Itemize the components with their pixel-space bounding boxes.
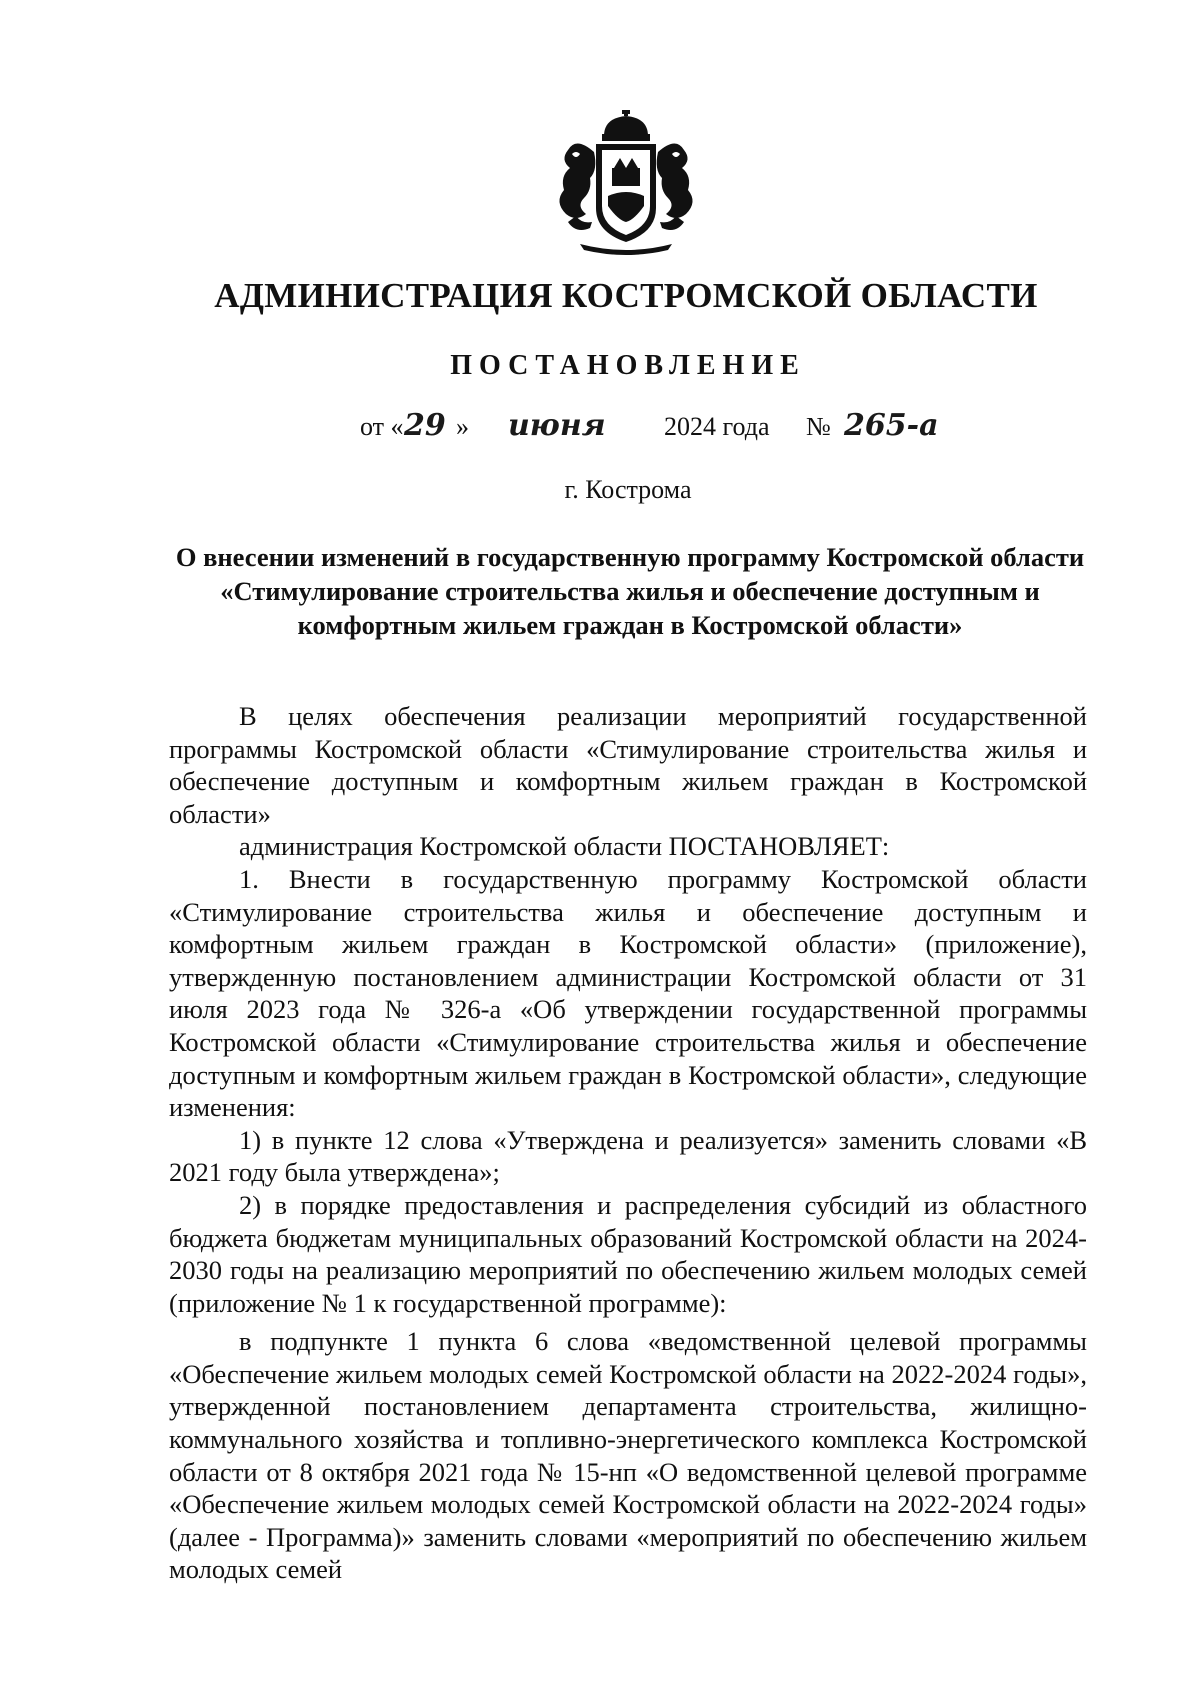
date-prefix: от « (360, 412, 404, 441)
number-sign: № (806, 412, 831, 441)
city: г. Кострома (564, 475, 692, 504)
organization-title: АДМИНИСТРАЦИЯ КОСТРОМСКОЙ ОБЛАСТИ (214, 276, 1038, 315)
document-type: ПОСТАНОВЛЕНИЕ (450, 350, 806, 381)
paragraph: 1. Внести в государственную программу Костромской области «Стимулирование строительства жилья и обеспечение доступным и комфортным жильем граждан в Костромской области» (приложение), утвержденную постановлением администрации Костромской области от 31 июля 2023 года № 326-а «Об утверждении государственной программы Костромской области «Стимулирование строительства жилья и обеспечение доступным и комфортным жильем граждан в Костромской области», следующие изменения: (169, 863, 1087, 1123)
date-line (360, 408, 1080, 456)
date-quote-close: » (456, 412, 469, 441)
document-subject: О внесении изменений в государственную программу Костромской области «Стимулирование строительства жилья и обеспечение доступным и комфортным жильем граждан в Костромской области» (175, 542, 1085, 640)
paragraph: В целях обеспечения реализации мероприятий государственной программы Костромской области «Стимулирование строительства жилья и обеспечение доступным и комфортным жильем граждан в Костромской области» (169, 701, 1087, 829)
paragraph: администрация Костромской области ПОСТАНОВЛЯЕТ: (239, 831, 890, 862)
paragraph: 2) в порядке предоставления и распределения субсидий из областного бюджета бюджетам муниципальных образований Костромской области на 2024-2030 годы на реализацию мероприятий по обеспечению жильем молодых семей (приложение № 1 к государственной программе): (169, 1189, 1087, 1318)
document-body (169, 700, 1087, 1586)
coat-of-arms-emblem (546, 110, 706, 256)
document-number-handwritten: 265-а (844, 408, 939, 443)
paragraph: в подпункте 1 пункта 6 слова «ведомственной целевой программы «Обеспечение жильем молодых семей Костромской области на 2022-2024 годы», утвержденной постановлением департамента строительства, жилищно-коммунального хозяйства и топливно-энергетического комплекса Костромской области от 8 октября 2021 года № 15-нп «О ведомственной целевой программе «Обеспечение жильем молодых семей Костромской области на 2022-2024 годы» (далее - Программа)» заменить словами «мероприятий по обеспечению жильем молодых семей (169, 1326, 1087, 1585)
date-month-handwritten: июня (508, 408, 606, 443)
paragraph: 1) в пункте 12 слова «Утверждена и реализуется» заменить словами «В 2021 году была утверждена»; (169, 1124, 1087, 1188)
date-day-handwritten: 29 (404, 408, 446, 443)
date-year: 2024 года (664, 412, 770, 441)
